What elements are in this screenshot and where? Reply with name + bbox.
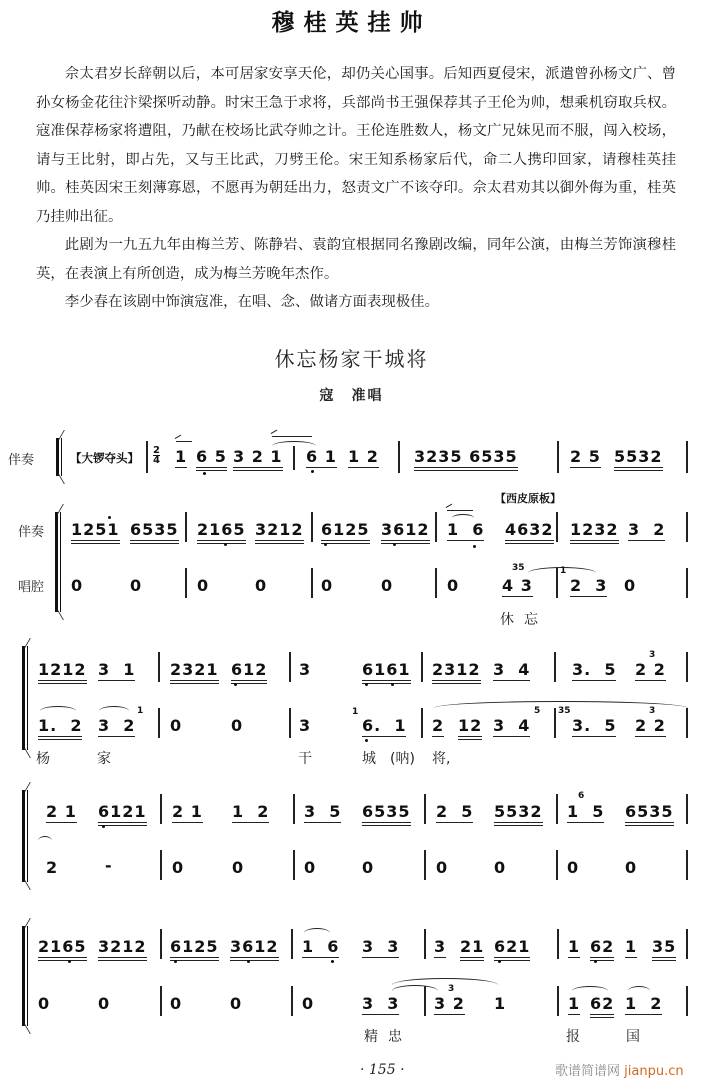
lyric: 国 <box>626 1029 640 1045</box>
intro-text <box>36 60 676 317</box>
part-label-accompaniment: 伴奏 <box>18 525 45 540</box>
watermark: 歌谱简谱网 jianpu.cn <box>555 1064 684 1079</box>
lyric: 家 <box>97 751 111 767</box>
system-bracket <box>22 790 28 882</box>
song-title: 休忘杨家干城将 <box>274 347 429 371</box>
lyric: 将, <box>432 751 451 767</box>
lyric: 休 <box>500 612 514 628</box>
barline <box>686 441 688 473</box>
lyric: 杨 <box>36 751 50 767</box>
intro-paragraph-1: 佘太君岁长辞朝以后，本可居家安享天伦，却仍关心国事。后知西夏侵宋，派遣曾孙杨文广、曾孙女杨金花往汴梁探听动静。时宋王急于求将，兵部尚书王强保荐其子王伦为帅，想乘机窃取兵权。寇准保荐杨家将遭阻，乃献在校场比武夺帅之计。王伦连胜数人，杨文广兄妹见而不服，闯入校场，请与王比射，即占先，又与王比武，刀劈王伦。宋王知系杨家后代，命二人携印回家，请穆桂英挂帅。桂英因宋王刻薄寡恩，不愿再为朝廷出力，怒责文广不该夺印。佘太君劝其以御外侮为重，桂英乃挂帅出征。 <box>36 66 676 225</box>
system-bracket <box>22 646 28 750</box>
part-label-vocal: 唱腔 <box>18 580 45 595</box>
system-bracket <box>56 438 62 476</box>
time-signature: 2 4 <box>153 445 160 466</box>
lyric: 城 <box>362 751 376 767</box>
barline <box>293 446 295 470</box>
lyric: 报 <box>566 1029 580 1045</box>
section-tag: 【大锣夺头】 <box>70 451 139 465</box>
intro-paragraph-3: 李少春在该剧中饰演寇准，在唱、念、做诸方面表现极佳。 <box>64 294 439 310</box>
lyric: 干 <box>298 751 312 767</box>
lyric: 忘 <box>524 612 538 628</box>
lyric: 精 <box>364 1029 378 1045</box>
watermark-url: jianpu.cn <box>624 1064 684 1079</box>
barline <box>398 441 400 473</box>
barline <box>557 441 559 473</box>
section-tag: 【西皮原板】 <box>495 492 561 505</box>
glide-arrow-icon <box>447 510 473 511</box>
system-bracket <box>55 512 61 612</box>
part-label-accompaniment: 伴奏 <box>8 453 35 468</box>
page-number: · 155 · <box>360 1062 405 1078</box>
lyric: (呐) <box>390 751 415 767</box>
lyric: 忠 <box>388 1029 402 1045</box>
system-bracket <box>22 926 28 1026</box>
page-title: 穆桂英挂帅 <box>271 10 432 36</box>
barline <box>146 441 148 473</box>
glide-arrow-icon <box>176 441 192 442</box>
glide-arrow-icon <box>272 436 312 437</box>
intro-paragraph-2: 此剧为一九五九年由梅兰芳、陈静岩、袁韵宜根据同名豫剧改编，同年公演，由梅兰芳饰演穆桂英，在表演上有所创造，成为梅兰芳晚年杰作。 <box>36 237 676 282</box>
singer-credit: 寇 准唱 <box>319 388 384 404</box>
